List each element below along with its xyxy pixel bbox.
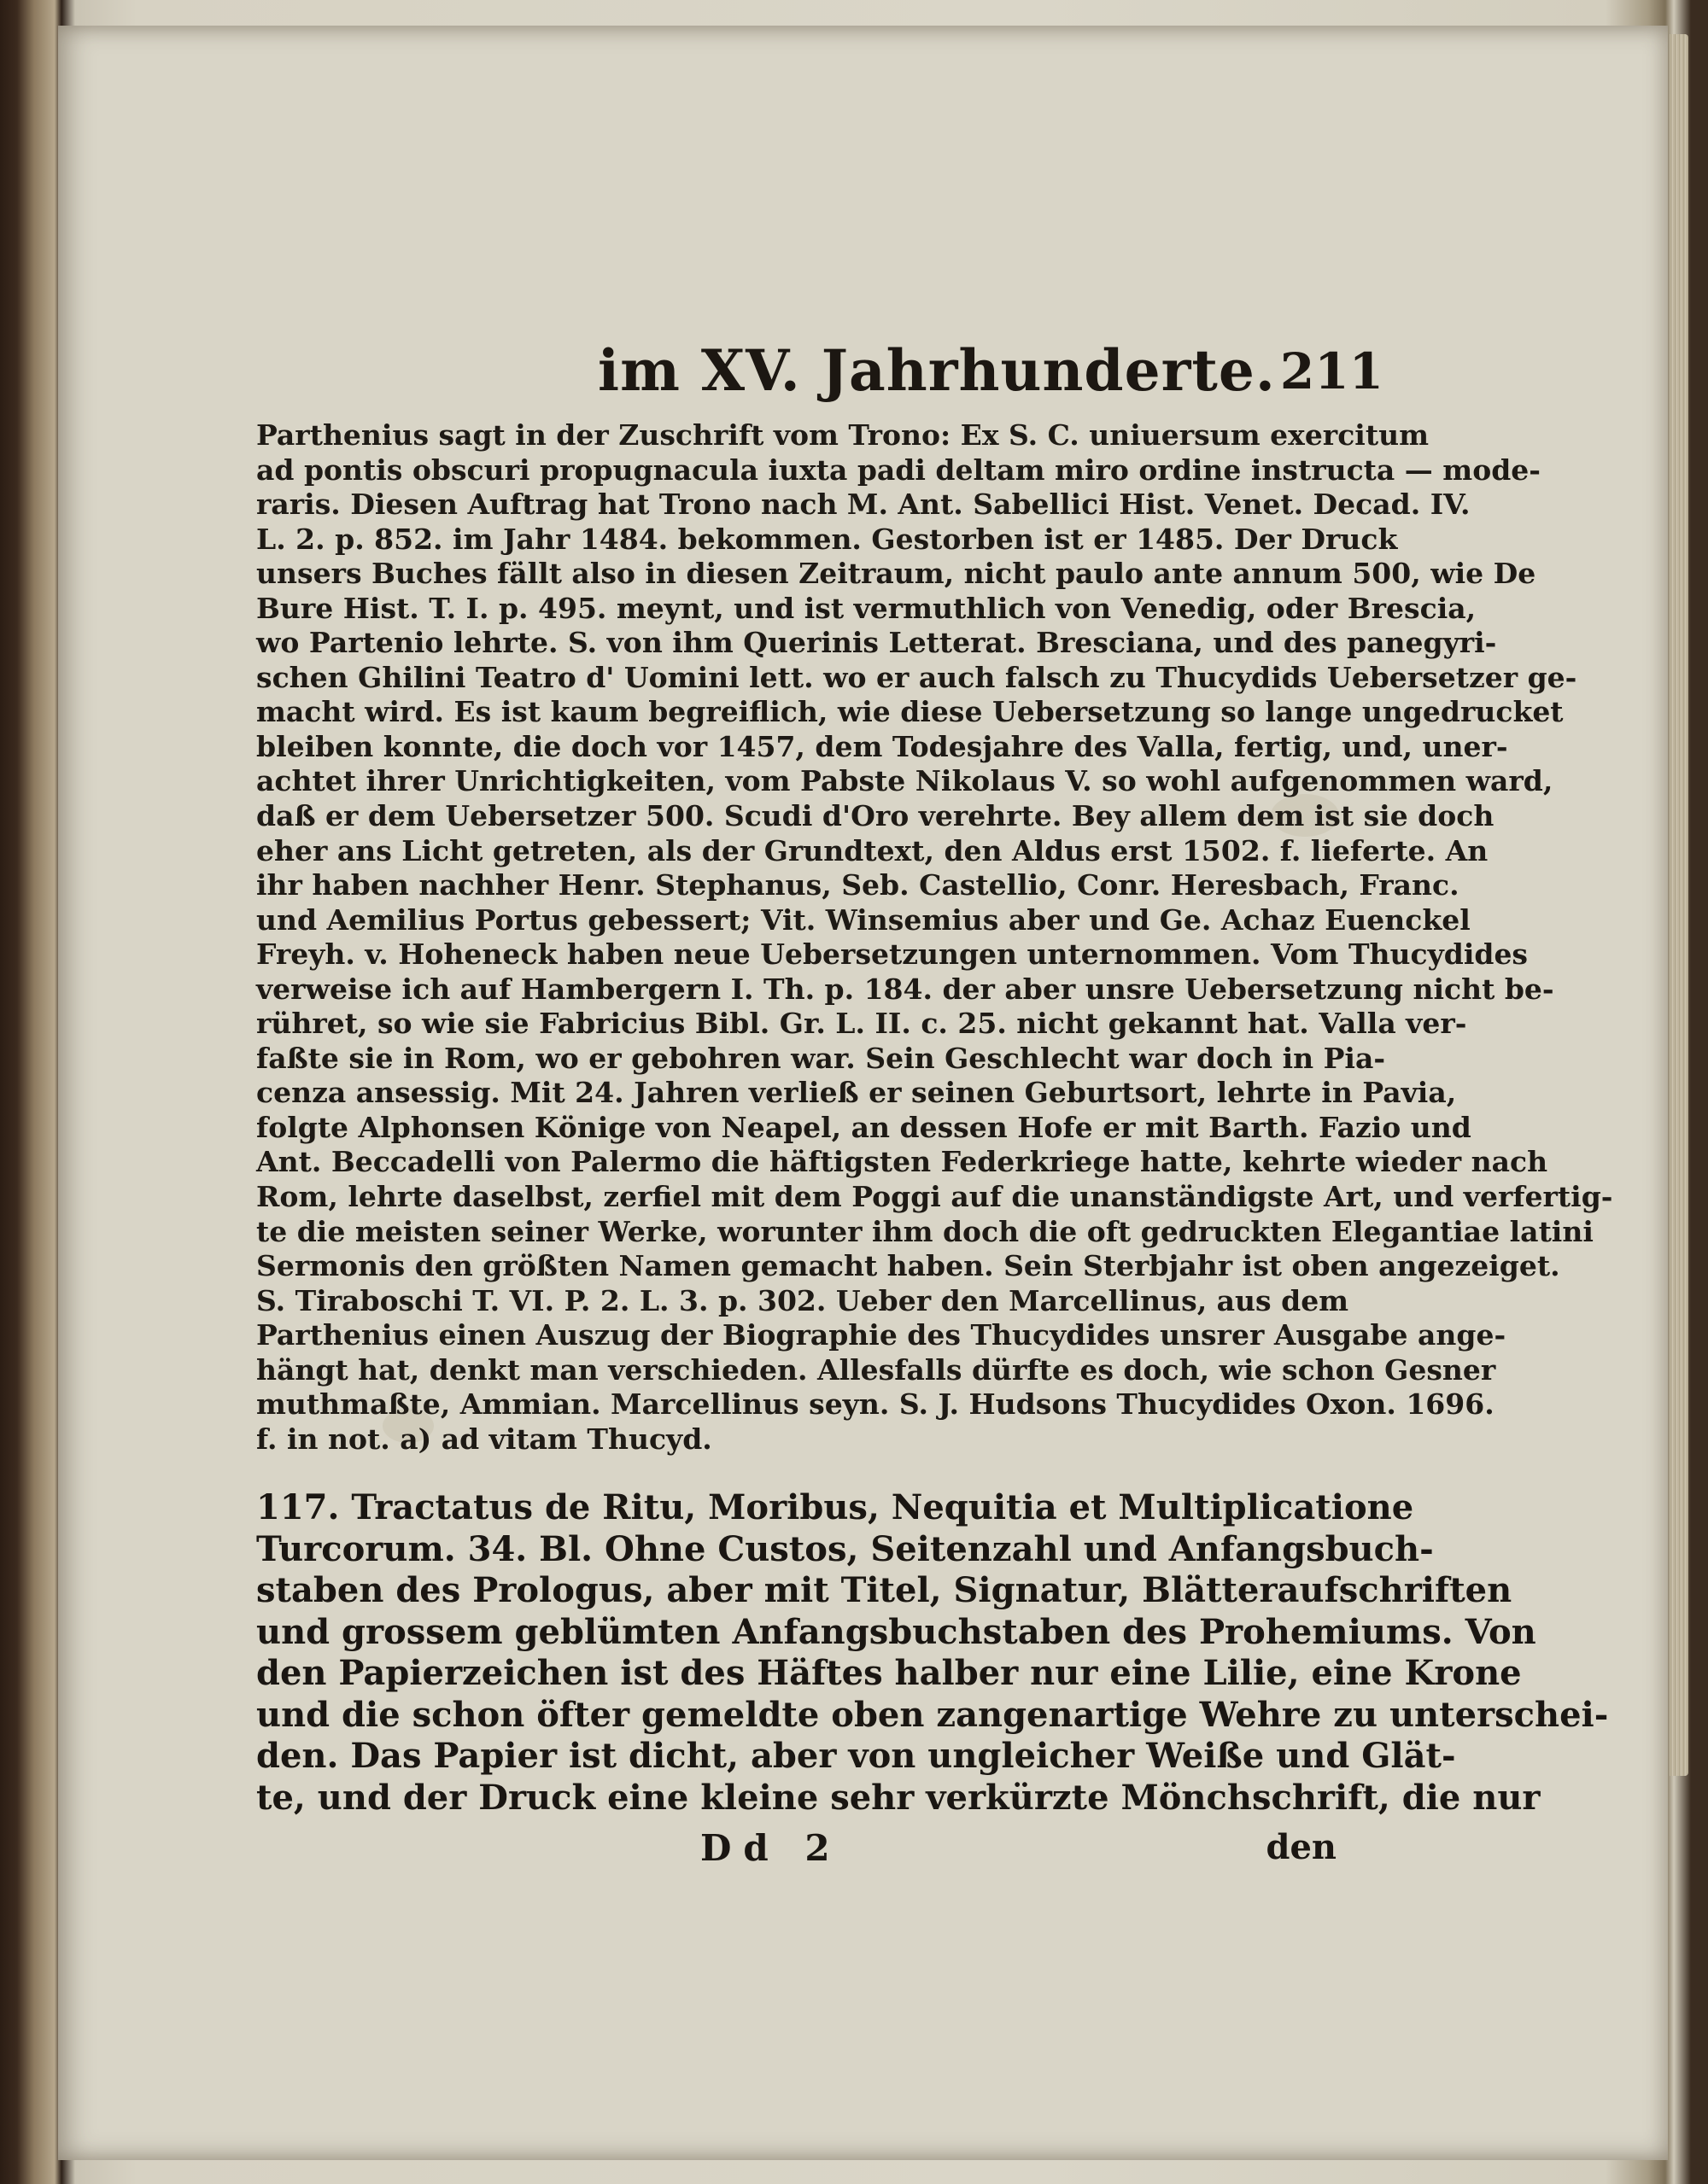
entry-line: und die schon öfter gemeldte oben zangenartige Wehre zu unterschei- (256, 1694, 1609, 1735)
footnote-line: schen Ghilini Teatro d' Uomini lett. wo er auch falsch zu Thucydids Uebersetzer ge- (256, 660, 1577, 694)
footnote-block (256, 418, 1613, 1457)
footnote-line: Bure Hist. T. I. p. 495. meynt, und ist vermuthlich von Venedig, oder Brescia, (256, 591, 1477, 625)
page-footer (256, 1827, 1337, 1870)
footnote-line: eher ans Licht getreten, als der Grundtext, den Aldus erst 1502. f. lieferte. An (256, 833, 1489, 867)
signature-mark: Dd 2 (700, 1827, 842, 1869)
entry-line: staben des Prologus, aber mit Titel, Signatur, Blätteraufschriften (256, 1570, 1512, 1610)
footnote-line: cenza ansessig. Mit 24. Jahren verließ er seinen Geburtsort, lehrte in Pavia, (256, 1076, 1457, 1110)
footnote-line: achtet ihrer Unrichtigkeiten, vom Pabste Nikolaus V. so wohl aufgenommen ward, (256, 764, 1553, 798)
footnote-line: verweise ich auf Hambergern I. Th. p. 184. der aber unsre Uebersetzung nicht be- (256, 972, 1554, 1006)
footnote-line: unsers Buches fällt also in diesen Zeitraum, nicht paulo ante annum 500, wie De (256, 557, 1536, 591)
page-header (598, 337, 1383, 406)
footnote-line: Sermonis den größten Namen gemacht haben. Sein Sterbjahr ist oben angezeiget. (256, 1249, 1560, 1283)
page-number: 211 (1279, 342, 1383, 400)
entry-line: Turcorum. 34. Bl. Ohne Custos, Seitenzahl und Anfangsbuch- (256, 1528, 1434, 1569)
footnote-line: S. Tiraboschi T. VI. P. 2. L. 3. p. 302. Ueber den Marcellinus, aus dem (256, 1283, 1349, 1317)
footnote-line: faßte sie in Rom, wo er gebohren war. Sein Geschlecht war doch in Pia- (256, 1041, 1386, 1075)
footnote-line: te die meisten seiner Werke, worunter ihm doch die oft gedruckten Elegantiae latini (256, 1214, 1594, 1248)
footnote-line: und Aemilius Portus gebessert; Vit. Winsemius aber und Ge. Achaz Euenckel (256, 902, 1471, 937)
footnote-line: Rom, lehrte daselbst, zerfiel mit dem Poggi auf die unanständigste Art, und verfertig- (256, 1180, 1613, 1214)
footnote-line: muthmaßte, Ammian. Marcellinus seyn. S. J. Hudsons Thucydides Oxon. 1696. (256, 1387, 1494, 1422)
entry-line: den. Das Papier ist dicht, aber von ungleicher Weiße und Glät- (256, 1736, 1456, 1776)
entry-line: und grossem geblümten Anfangsbuchstaben des Prohemiums. Von (256, 1611, 1536, 1652)
catchword: den (1266, 1827, 1337, 1867)
catalogue-entry (256, 1487, 1609, 1819)
footnote-line: ad pontis obscuri propugnacula iuxta padi deltam miro ordine instructa — mode- (256, 453, 1541, 487)
footnote-line: ihr haben nachher Henr. Stephanus, Seb. Castellio, Conr. Heresbach, Franc. (256, 868, 1459, 902)
entry-line: 117. Tractatus de Ritu, Moribus, Nequitia et Multiplicatione (256, 1487, 1414, 1527)
footnote-line: folgte Alphonsen Könige von Neapel, an dessen Hofe er mit Barth. Fazio und (256, 1110, 1471, 1144)
footnote-line: rühret, so wie sie Fabricius Bibl. Gr. L. II. c. 25. nicht gekannt hat. Valla ver- (256, 1007, 1467, 1041)
page-edges (1670, 34, 1688, 1776)
footnote-line: f. in not. a) ad vitam Thucyd. (256, 1422, 712, 1456)
footnote-line: Freyh. v. Hoheneck haben neue Uebersetzungen unternommen. Vom Thucydides (256, 937, 1529, 972)
footnote-line: raris. Diesen Auftrag hat Trono nach M. Ant. Sabellici Hist. Venet. Decad. IV. (256, 488, 1471, 522)
footnote-line: bleiben konnte, die doch vor 1457, dem Todesjahre des Valla, fertig, und, uner- (256, 729, 1508, 763)
footnote-line: macht wird. Es ist kaum begreiflich, wie diese Uebersetzung so lange ungedrucket (256, 695, 1564, 729)
entry-line: te, und der Druck eine kleine sehr verkürzte Mönchschrift, die nur (256, 1777, 1541, 1818)
footnote-line: daß er dem Uebersetzer 500. Scudi d'Oro verehrte. Bey allem dem ist sie doch (256, 799, 1494, 833)
footnote-line: hängt hat, denkt man verschieden. Allesfalls dürfte es doch, wie schon Gesner (256, 1352, 1496, 1387)
footnote-line: wo Partenio lehrte. S. von ihm Querinis Letterat. Bresciana, und des panegyri- (256, 626, 1497, 660)
footnote-line: L. 2. p. 852. im Jahr 1484. bekommen. Gestorben ist er 1485. Der Druck (256, 522, 1398, 556)
footnote-line: Parthenius einen Auszug der Biographie des Thucydides unsrer Ausgabe ange- (256, 1318, 1506, 1352)
running-head: im XV. Jahrhunderte. (598, 337, 1276, 404)
footnote-line: Ant. Beccadelli von Palermo die häftigsten Federkriege hatte, kehrte wieder nach (256, 1145, 1548, 1179)
footnote-line: Parthenius sagt in der Zuschrift vom Trono: Ex S. C. uniuersum exercitum (256, 418, 1429, 452)
entry-line: den Papierzeichen ist des Häftes halber nur eine Lilie, eine Krone (256, 1653, 1522, 1693)
